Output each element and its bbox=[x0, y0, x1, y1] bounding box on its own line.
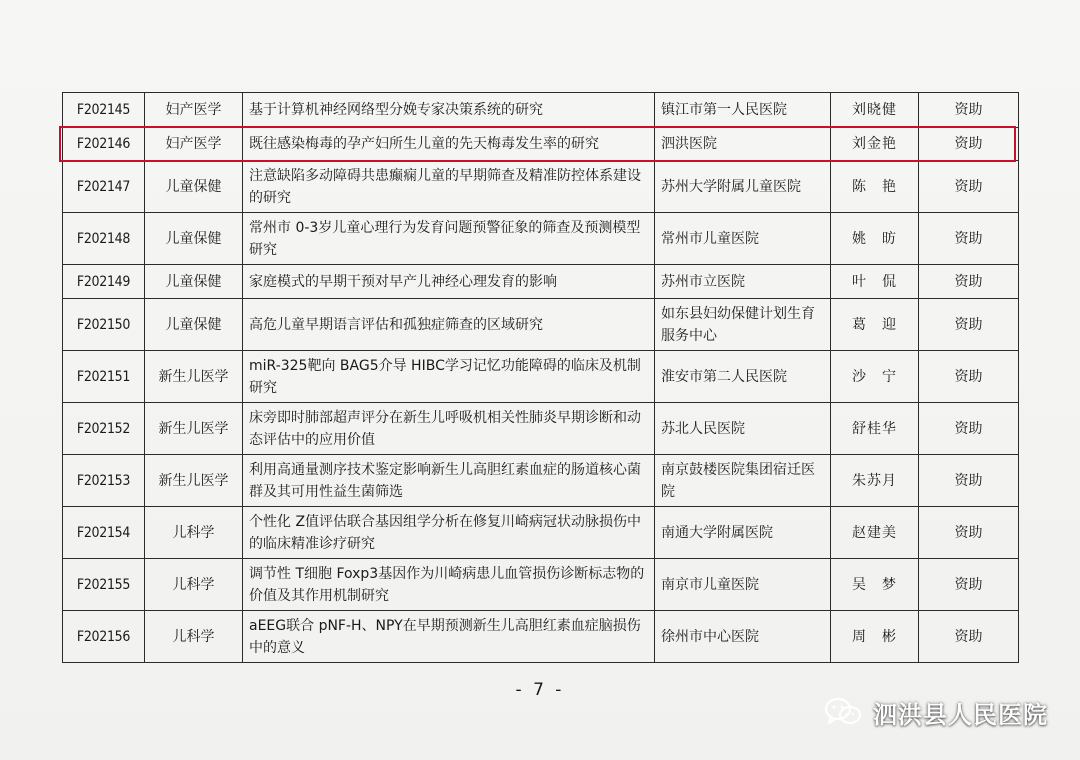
project-code: F202152 bbox=[63, 403, 145, 455]
project-title: aEEG联合 pNF-H、NPY在早期预测新生儿高胆红素血症脑损伤中的意义 bbox=[243, 611, 655, 663]
funding-status: 资助 bbox=[919, 611, 1019, 663]
project-title: miR-325靶向 BAG5介导 HIBC学习记忆功能障碍的临床及机制研究 bbox=[243, 351, 655, 403]
project-code: F202148 bbox=[63, 213, 145, 265]
page-number: - 7 - bbox=[515, 680, 565, 700]
project-institution: 苏州市立医院 bbox=[655, 265, 831, 299]
project-title: 常州市 0-3岁儿童心理行为发育问题预警征象的筛查及预测模型研究 bbox=[243, 213, 655, 265]
project-category: 妇产医学 bbox=[145, 93, 243, 128]
project-category: 儿童保健 bbox=[145, 161, 243, 213]
table-row bbox=[63, 128, 1019, 161]
project-code: F202154 bbox=[63, 507, 145, 559]
project-leader: 吴 梦 bbox=[831, 559, 919, 611]
table-row bbox=[63, 351, 1019, 403]
table-row bbox=[63, 161, 1019, 213]
project-institution: 镇江市第一人民医院 bbox=[655, 93, 831, 128]
project-code: F202145 bbox=[63, 93, 145, 128]
project-institution: 南京鼓楼医院集团宿迁医院 bbox=[655, 455, 831, 507]
funding-status: 资助 bbox=[919, 93, 1019, 128]
project-category: 新生儿医学 bbox=[145, 351, 243, 403]
funding-status: 资助 bbox=[919, 455, 1019, 507]
project-leader: 朱苏月 bbox=[831, 455, 919, 507]
project-category: 新生儿医学 bbox=[145, 403, 243, 455]
table-row bbox=[63, 559, 1019, 611]
funding-status: 资助 bbox=[919, 265, 1019, 299]
project-institution: 徐州市中心医院 bbox=[655, 611, 831, 663]
project-code: F202151 bbox=[63, 351, 145, 403]
project-leader: 周 彬 bbox=[831, 611, 919, 663]
project-title: 高危儿童早期语言评估和孤独症筛查的区域研究 bbox=[243, 299, 655, 351]
project-title: 利用高通量测序技术鉴定影响新生儿高胆红素血症的肠道核心菌群及其可用性益生菌筛选 bbox=[243, 455, 655, 507]
project-leader: 葛 迎 bbox=[831, 299, 919, 351]
project-institution: 南通大学附属医院 bbox=[655, 507, 831, 559]
project-institution: 泗洪医院 bbox=[655, 128, 831, 161]
funding-status: 资助 bbox=[919, 559, 1019, 611]
project-institution: 如东县妇幼保健计划生育服务中心 bbox=[655, 299, 831, 351]
project-table-body bbox=[63, 93, 1019, 663]
project-title: 调节性 T细胞 Foxp3基因作为川崎病患儿血管损伤诊断标志物的价值及其作用机制研究 bbox=[243, 559, 655, 611]
table-row bbox=[63, 93, 1019, 128]
project-category: 儿科学 bbox=[145, 507, 243, 559]
project-leader: 赵建美 bbox=[831, 507, 919, 559]
project-leader: 刘晓健 bbox=[831, 93, 919, 128]
table-row bbox=[63, 265, 1019, 299]
project-title: 注意缺陷多动障碍共患癫痫儿童的早期筛查及精准防控体系建设的研究 bbox=[243, 161, 655, 213]
table-row bbox=[63, 611, 1019, 663]
project-category: 妇产医学 bbox=[145, 128, 243, 161]
project-category: 儿童保健 bbox=[145, 213, 243, 265]
project-leader: 沙 宁 bbox=[831, 351, 919, 403]
project-leader: 陈 艳 bbox=[831, 161, 919, 213]
funding-status: 资助 bbox=[919, 507, 1019, 559]
project-leader: 刘金艳 bbox=[831, 128, 919, 161]
project-title: 既往感染梅毒的孕产妇所生儿童的先天梅毒发生率的研究 bbox=[243, 128, 655, 161]
project-code: F202155 bbox=[63, 559, 145, 611]
project-title: 家庭模式的早期干预对早产儿神经心理发育的影响 bbox=[243, 265, 655, 299]
funding-status: 资助 bbox=[919, 299, 1019, 351]
watermark bbox=[823, 692, 1048, 732]
table-row bbox=[63, 507, 1019, 559]
project-institution: 苏州大学附属儿童医院 bbox=[655, 161, 831, 213]
project-code: F202153 bbox=[63, 455, 145, 507]
project-institution: 常州市儿童医院 bbox=[655, 213, 831, 265]
project-title: 床旁即时肺部超声评分在新生儿呼吸机相关性肺炎早期诊断和动态评估中的应用价值 bbox=[243, 403, 655, 455]
funding-status: 资助 bbox=[919, 161, 1019, 213]
watermark-text: 泗洪县人民医院 bbox=[873, 700, 1048, 729]
table-row bbox=[63, 455, 1019, 507]
project-category: 新生儿医学 bbox=[145, 455, 243, 507]
project-leader: 姚 昉 bbox=[831, 213, 919, 265]
project-category: 儿童保健 bbox=[145, 265, 243, 299]
project-table bbox=[62, 92, 1019, 663]
project-code: F202156 bbox=[63, 611, 145, 663]
project-code: F202150 bbox=[63, 299, 145, 351]
table-row bbox=[63, 213, 1019, 265]
table-row bbox=[63, 299, 1019, 351]
wechat-logo-icon bbox=[823, 696, 863, 728]
project-institution: 苏北人民医院 bbox=[655, 403, 831, 455]
project-title: 基于计算机神经网络型分娩专家决策系统的研究 bbox=[243, 93, 655, 128]
project-code: F202149 bbox=[63, 265, 145, 299]
funding-status: 资助 bbox=[919, 128, 1019, 161]
project-code: F202147 bbox=[63, 161, 145, 213]
project-leader: 叶 侃 bbox=[831, 265, 919, 299]
funding-status: 资助 bbox=[919, 403, 1019, 455]
funding-status: 资助 bbox=[919, 213, 1019, 265]
project-institution: 南京市儿童医院 bbox=[655, 559, 831, 611]
project-title: 个性化 Z值评估联合基因组学分析在修复川崎病冠状动脉损伤中的临床精准诊疗研究 bbox=[243, 507, 655, 559]
funding-status: 资助 bbox=[919, 351, 1019, 403]
project-code: F202146 bbox=[63, 128, 145, 161]
project-category: 儿科学 bbox=[145, 611, 243, 663]
project-category: 儿科学 bbox=[145, 559, 243, 611]
project-category: 儿童保健 bbox=[145, 299, 243, 351]
table-row bbox=[63, 403, 1019, 455]
project-leader: 舒桂华 bbox=[831, 403, 919, 455]
project-institution: 淮安市第二人民医院 bbox=[655, 351, 831, 403]
